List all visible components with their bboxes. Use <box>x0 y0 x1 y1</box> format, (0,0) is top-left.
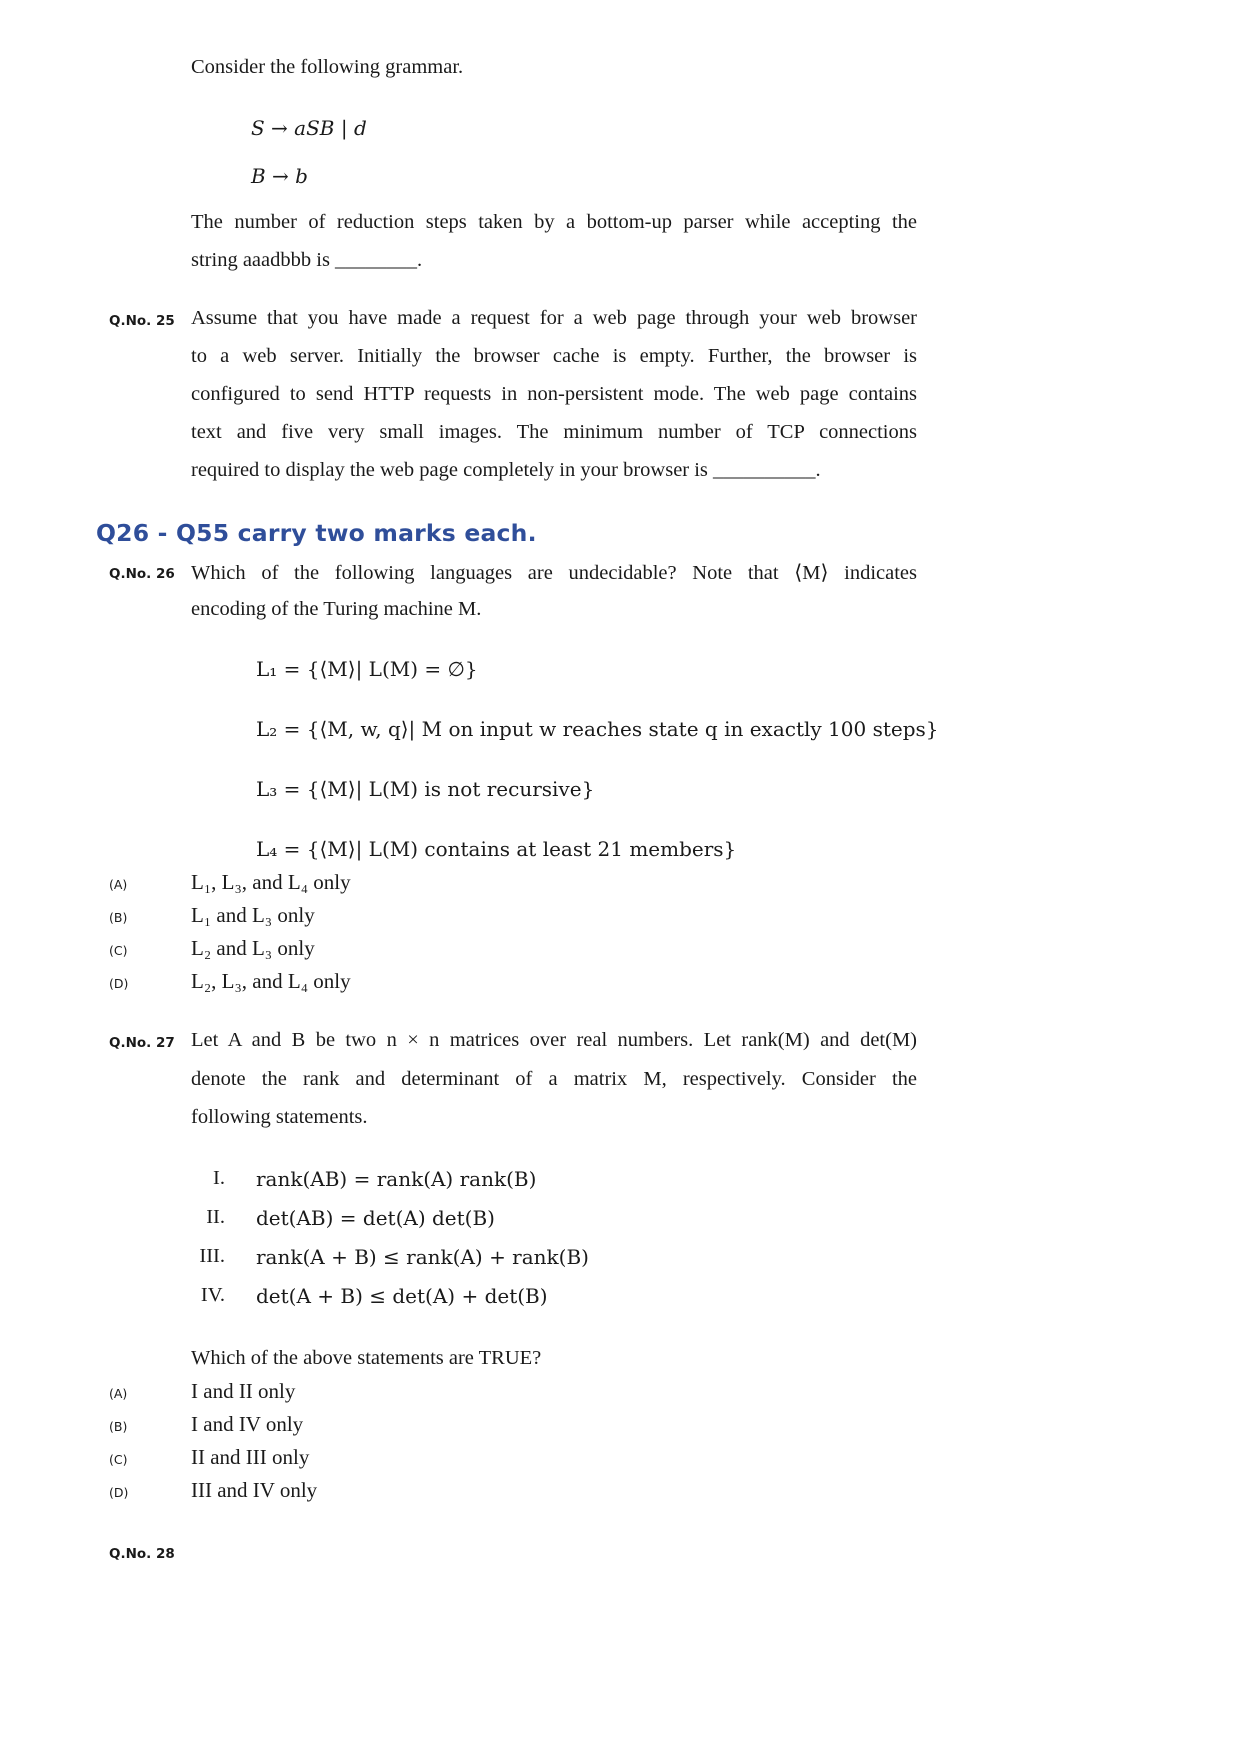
q25-number: Q.No. 25 <box>109 313 175 329</box>
q27-option-b-text: I and IV only <box>191 1412 304 1436</box>
q27-option-c-text: II and III only <box>191 1445 310 1469</box>
q27-option-a-label: (A) <box>109 1386 128 1401</box>
q26-option-c-label: (C) <box>109 943 128 958</box>
q24-text-line-1: The number of reduction steps taken by a bottom-up parser while accepting the <box>191 211 917 233</box>
q27-text-line-2: denote the rank and determinant of a matrix M, respectively. Consider the <box>191 1068 917 1090</box>
q24-text-line-2: string aaadbbb is ________. <box>191 249 423 271</box>
q27-option-c-label: (C) <box>109 1452 128 1467</box>
q27-text-line-3: following statements. <box>191 1106 368 1128</box>
q27-statement-4-number: IV. <box>200 1284 225 1306</box>
q27-text-line-1: Let A and B be two n × n matrices over real numbers. Let rank(M) and det(M) <box>191 1029 917 1051</box>
q27-statement-2-text: det(AB) = det(A) det(B) <box>256 1206 495 1230</box>
q26-option-a-text: L₁, L₃, and L₄ only <box>191 870 351 894</box>
q25-text-line-2: to a web server. Initially the browser cache is empty. Further, the browser is <box>191 345 917 367</box>
q27-option-d-text: III and IV only <box>191 1478 318 1502</box>
q26-option-c-text: L₂ and L₃ only <box>191 936 315 960</box>
q25-text-line-3: configured to send HTTP requests in non-persistent mode. The web page contains <box>191 383 917 405</box>
q26-option-d-label: (D) <box>109 976 129 991</box>
q27-statement-4-text: det(A + B) ≤ det(A) + det(B) <box>256 1284 548 1308</box>
q27-question: Which of the above statements are TRUE? <box>191 1347 542 1369</box>
q26-number: Q.No. 26 <box>109 566 175 582</box>
q27-option-a-text: I and II only <box>191 1379 296 1403</box>
q27-number: Q.No. 27 <box>109 1035 175 1051</box>
q27-statement-3-text: rank(A + B) ≤ rank(A) + rank(B) <box>256 1245 589 1269</box>
q24-grammar-rule-1: S → aSB | d <box>251 116 367 140</box>
q26-text-line-2: encoding of the Turing machine M. <box>191 598 482 620</box>
q25-text-line-5: required to display the web page completely in your browser is __________. <box>191 459 821 481</box>
q25-text-line-1: Assume that you have made a request for a web page through your web browser <box>191 307 917 329</box>
q26-option-b-text: L₁ and L₃ only <box>191 903 315 927</box>
q27-statement-2-number: II. <box>206 1206 225 1228</box>
section-heading: Q26 - Q55 carry two marks each. <box>96 519 537 547</box>
q25-text-line-4: text and five very small images. The minimum number of TCP connections <box>191 421 917 443</box>
q27-statement-1-text: rank(AB) = rank(A) rank(B) <box>256 1167 537 1191</box>
q28-number: Q.No. 28 <box>109 1546 175 1562</box>
q24-grammar-rule-2: B → b <box>251 164 308 188</box>
q26-option-d-text: L₂, L₃, and L₄ only <box>191 969 351 993</box>
q26-language-l2: L₂ = {⟨M, w, q⟩| M on input w reaches state q in exactly 100 steps} <box>256 717 939 741</box>
q26-text-line-1: Which of the following languages are undecidable? Note that ⟨M⟩ indicates <box>191 562 917 584</box>
q27-option-b-label: (B) <box>109 1419 128 1434</box>
q26-option-a-label: (A) <box>109 877 128 892</box>
q26-language-l4: L₄ = {⟨M⟩| L(M) contains at least 21 members} <box>256 837 737 861</box>
q27-statement-3-number: III. <box>199 1245 225 1267</box>
q24-intro: Consider the following grammar. <box>191 56 464 78</box>
q26-option-b-label: (B) <box>109 910 128 925</box>
q27-option-d-label: (D) <box>109 1485 129 1500</box>
q27-statement-1-number: I. <box>213 1167 225 1189</box>
q26-language-l3: L₃ = {⟨M⟩| L(M) is not recursive} <box>256 777 595 801</box>
q26-language-l1: L₁ = {⟨M⟩| L(M) = ∅} <box>256 657 478 681</box>
